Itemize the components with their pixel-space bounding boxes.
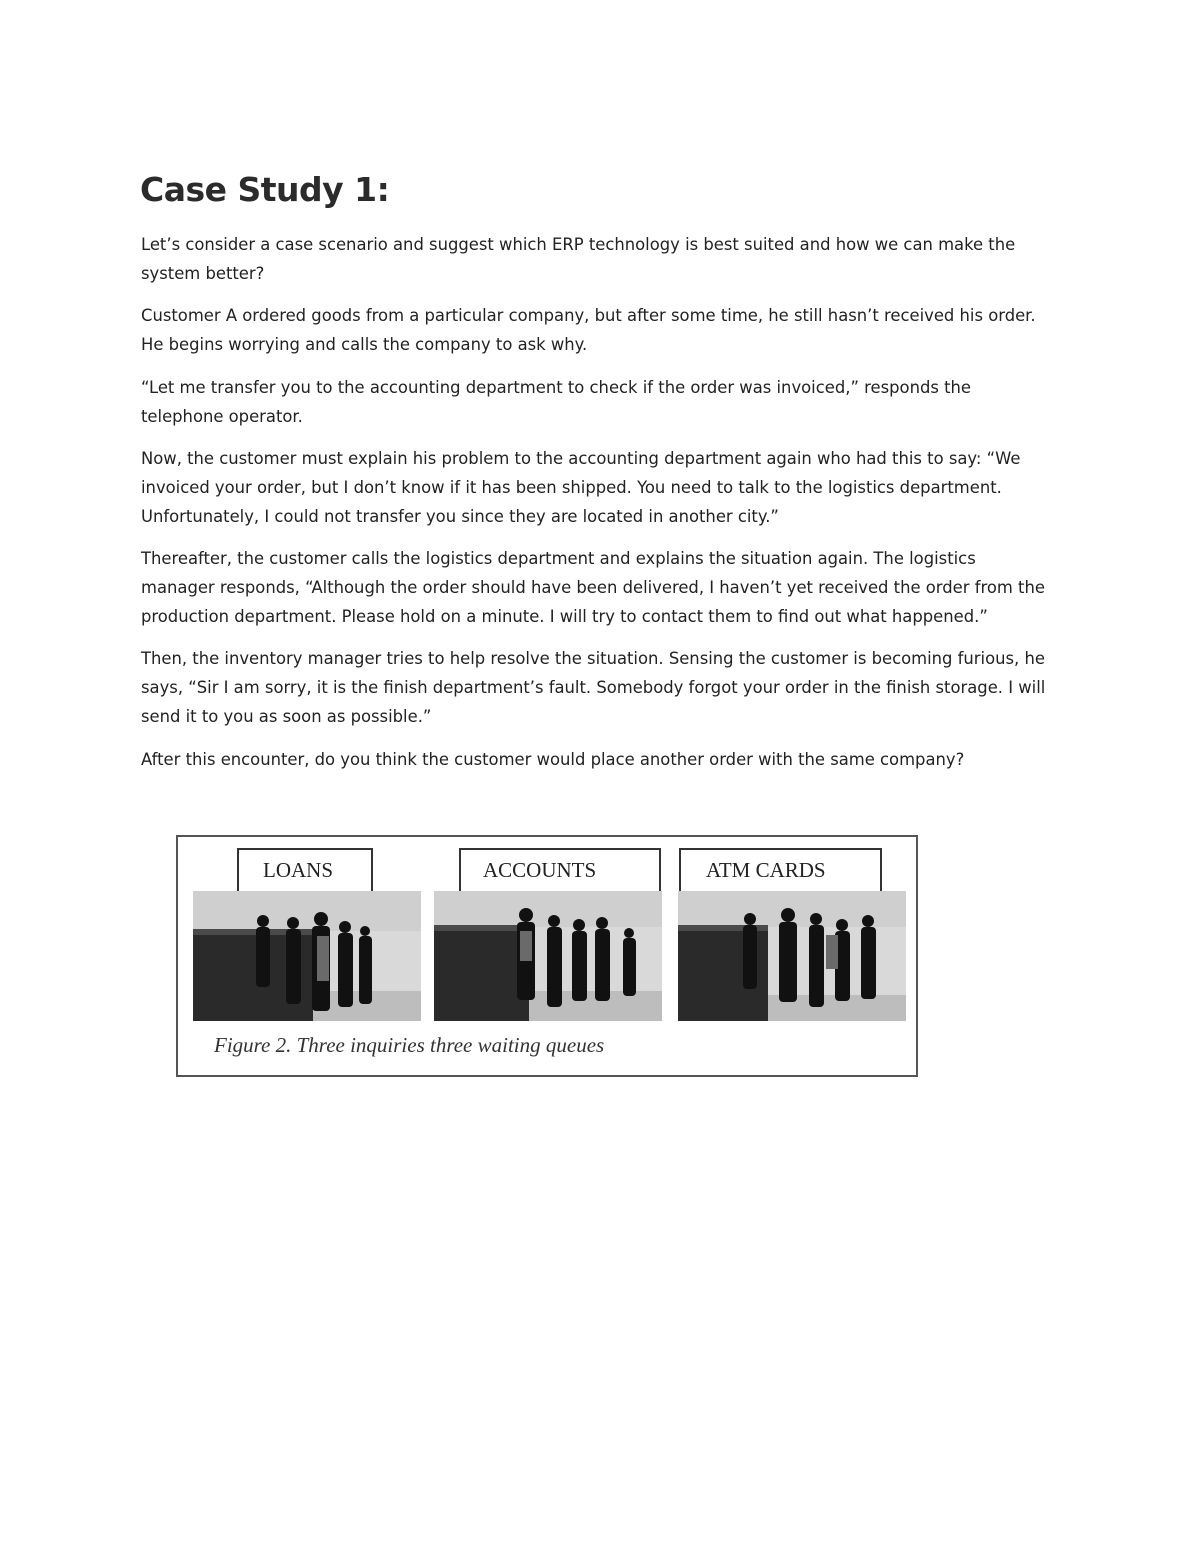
queue-photo-accounts xyxy=(434,891,662,1021)
queue-photo-image xyxy=(434,891,662,1021)
figure-caption: Figure 2. Three inquiries three waiting queues xyxy=(214,1033,605,1057)
paragraph-logistics: Thereafter, the customer calls the logistics department and explains the situation again. The logistics manager responds, “Although the order should have been delivered, I haven’t yet received the order from the production department. Please hold on a minute. I will try to contact them to find out what happened.” xyxy=(141,549,1045,626)
queue-photo-loans xyxy=(193,891,421,1021)
queue-photo-atm-cards xyxy=(678,891,906,1021)
paragraph-question: After this encounter, do you think the customer would place another order with the same company? xyxy=(141,749,965,769)
body-text xyxy=(141,231,1051,788)
panel-label-atm-cards: ATM CARDS xyxy=(679,848,882,893)
page-title: Case Study 1: xyxy=(140,170,390,209)
queue-photo-image xyxy=(678,891,906,1021)
paragraph-customer-order: Customer A ordered goods from a particular company, but after some time, he still hasn’t received his order. He begins worrying and calls the company to ask why. xyxy=(141,306,1036,355)
figure-queues xyxy=(176,835,918,1077)
paragraph-operator-response: “Let me transfer you to the accounting department to check if the order was invoiced,” responds the telephone operator. xyxy=(141,377,972,426)
paragraph-intro: Let’s consider a case scenario and suggest which ERP technology is best suited and how we can make the system better? xyxy=(141,235,1016,283)
panel-label-loans: LOANS xyxy=(237,848,373,893)
paragraph-accounting: Now, the customer must explain his problem to the accounting department again who had this to say: “We invoiced your order, but I don’t know if it has been shipped. You need to talk to the logistics department. Unfortunately, I could not transfer you since they are located in another city.” xyxy=(141,449,1021,526)
panel-label-accounts: ACCOUNTS xyxy=(459,848,661,893)
queue-photo-image xyxy=(193,891,421,1021)
paragraph-inventory: Then, the inventory manager tries to help resolve the situation. Sensing the customer is becoming furious, he says, “Sir I am sorry, it is the finish department’s fault. Somebody forgot your order in the finish storage. I will send it to you as soon as possible.” xyxy=(141,649,1046,726)
